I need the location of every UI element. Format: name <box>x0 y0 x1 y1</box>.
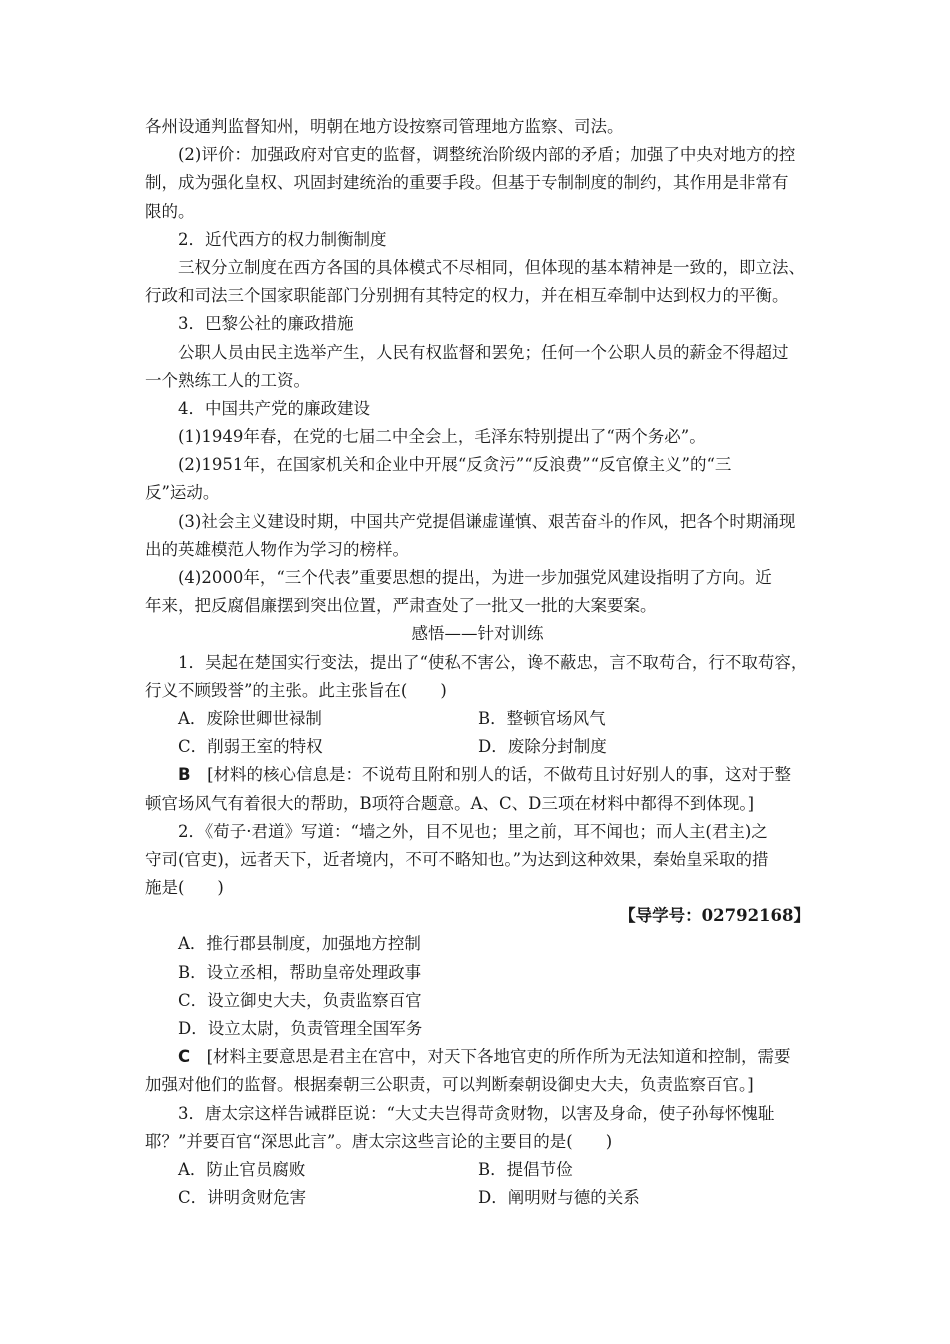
question-1-stem: 行义不顾毁誉”的主张。此主张旨在( ) <box>145 680 447 700</box>
question-1-options-row <box>145 705 810 733</box>
option-d: D．阐明财与德的关系 <box>478 1188 640 1208</box>
section-title: 感悟——针对训练 <box>411 624 544 644</box>
text-line: (2)评价：加强政府对官吏的监督，调整统治阶级内部的矛盾；加强了中央对地方的控 <box>178 145 796 165</box>
question-3-stem: 耶？”并要百官“深思此言”。唐太宗这些言论的主要目的是( ) <box>145 1131 613 1151</box>
section-heading: 2．近代西方的权力制衡制度 <box>178 229 387 249</box>
question-2-stem: 2．《荀子·君道》写道：“墙之外，目不见也；里之前，耳不闻也；而人主(君主)之 <box>178 821 768 841</box>
question-3-options-row <box>145 1156 810 1184</box>
question-3-options-row <box>145 1184 810 1212</box>
question-1-stem: 1．吴起在楚国实行变法，提出了“使私不害公，谗不蔽忠，言不取苟合，行不取苟容， <box>178 652 808 672</box>
option-a: A．推行郡县制度，加强地方控制 <box>178 934 421 954</box>
option-b: B．整顿官场风气 <box>478 708 606 728</box>
text-line: 制，成为强化皇权、巩固封建统治的重要手段。但基于专制制度的制约，其作用是非常有 <box>145 173 789 193</box>
text-line: 一个熟练工人的工资。 <box>145 370 310 390</box>
answer-explanation: 加强对他们的监督。根据秦朝三公职责，可以判断秦朝设御史大夫，负责监察百官。] <box>145 1075 754 1095</box>
answer-explanation: [材料的核心信息是：不说苟且附和别人的话，不做苟且讨好别人的事，这对于整 <box>190 765 792 785</box>
option-d: D．设立太尉，负责管理全国军务 <box>178 1019 423 1038</box>
guide-number: 【导学号：02792168】 <box>619 906 810 926</box>
option-a: A．废除世卿世禄制 <box>178 708 322 728</box>
option-a: A．防止官员腐败 <box>178 1159 306 1179</box>
text-line: (1)1949年春，在党的七届二中全会上，毛泽东特别提出了“两个务必”。 <box>178 427 706 447</box>
question-1-answer <box>145 761 810 789</box>
option-c: C．讲明贪财危害 <box>178 1188 307 1208</box>
text-line: (4)2000年，“三个代表”重要思想的提出，为进一步加强党风建设指明了方向。近 <box>178 568 772 587</box>
question-3-stem: 3．唐太宗这样告诫群臣说：“大丈夫岂得苛贪财物，以害及身命，使子孙每怀愧耻 <box>178 1103 775 1123</box>
answer-letter: B <box>178 765 191 785</box>
option-c: C．削弱王室的特权 <box>178 737 323 757</box>
section-heading: 3．巴黎公社的廉政措施 <box>178 314 354 334</box>
text-line: 出的英雄模范人物作为学习的榜样。 <box>145 539 409 559</box>
question-2-stem: 守司(官吏)，远者天下，近者境内，不可不略知也。”为达到这种效果，秦始皇采取的措 <box>145 849 769 869</box>
text-line: 三权分立制度在西方各国的具体模式不尽相同，但体现的基本精神是一致的，即立法、 <box>178 257 805 277</box>
question-2-answer <box>145 1043 810 1071</box>
option-c: C．设立御史大夫，负责监察百官 <box>178 990 422 1010</box>
option-b: B．设立丞相，帮助皇帝处理政事 <box>178 962 422 982</box>
question-2-stem: 施是( ) <box>145 878 224 898</box>
text-line: 年来，把反腐倡廉摆到突出位置，严肃查处了一批又一批的大案要案。 <box>145 596 657 616</box>
answer-explanation: [材料主要意思是君主在宫中，对天下各地官吏的所作所为无法知道和控制，需要 <box>190 1047 791 1067</box>
option-b: B．提倡节俭 <box>478 1159 573 1179</box>
question-1-options-row <box>145 733 810 761</box>
text-line: (3)社会主义建设时期，中国共产党提倡谦虚谨慎、艰苦奋斗的作风，把各个时期涌现 <box>178 511 796 531</box>
text-line: 限的。 <box>145 201 195 221</box>
answer-explanation: 顿官场风气有着很大的帮助，B项符合题意。A、C、D三项在材料中都得不到体现。] <box>145 793 755 813</box>
option-d: D．废除分封制度 <box>478 737 607 757</box>
text-line: 各州设通判监督知州，明朝在地方设按察司管理地方监察、司法。 <box>145 117 624 136</box>
answer-letter: C <box>178 1047 191 1067</box>
text-line: (2)1951年，在国家机关和企业中开展“反贪污”“反浪费”“反官僚主义”的“三 <box>178 455 732 475</box>
text-line: 反”运动。 <box>145 483 220 503</box>
section-heading: 4．中国共产党的廉政建设 <box>178 398 370 418</box>
text-line: 公职人员由民主选举产生，人民有权监督和罢免；任何一个公职人员的薪金不得超过 <box>178 342 789 362</box>
text-line: 行政和司法三个国家职能部门分别拥有其特定的权力，并在相互牵制中达到权力的平衡。 <box>145 286 789 306</box>
document-page <box>145 113 810 1212</box>
